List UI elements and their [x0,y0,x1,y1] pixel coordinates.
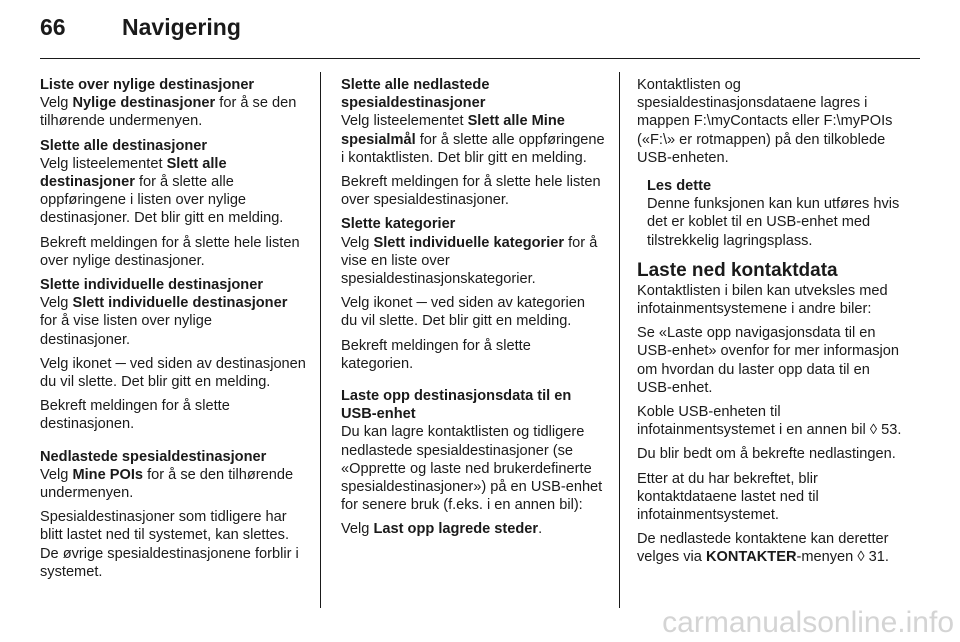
page-title: Navigering [122,14,241,40]
section-heading: Slette alle destinasjoner [40,137,208,154]
paragraph: Bekreft meldingen for å slette destinasjonen. [40,398,230,433]
column-3 [637,76,905,573]
section-heading: Slette kategorier [341,216,456,233]
note-box [647,177,905,250]
paragraph: Spesialdestinasjoner som tidligere har blitt lastet ned til systemet, kan slettes. De øvrige spesialdestinasjonene forblir i systemet. [40,509,299,580]
paragraph: Velg Slett individuelle kategorier for å vise en liste over spesialdestinasjonskategorier. [341,234,598,288]
paragraph: Etter at du har bekreftet, blir kontaktdataene lastet ned til infotainmentsystemet. [637,470,819,524]
column-2 [341,76,605,545]
paragraph: Bekreft meldingen for å slette hele listen over nylige destinasjoner. [40,234,300,269]
paragraph: Velg Slett individuelle destinasjoner for å vise listen over nylige destinasjoner. [40,295,288,348]
section-heading: Liste over nylige destinasjoner [40,77,255,93]
paragraph: Velg listeelementet Slett alle destinasjoner for å slette alle oppføringene i listen over nylige destinasjoner. Det blir gitt en melding. [40,155,284,227]
column-divider-2 [619,72,620,608]
section-heading: Laste opp destinasjonsdata til en USB-enhet [341,388,572,423]
paragraph: Koble USB-enheten til infotainmentsystemet i en annen bil ◊ 53. [637,404,902,439]
paragraph: Velg Mine POIs for å se den tilhørende undermenyen. [40,466,294,502]
section-heading: Nedlastede spesialdestinasjoner [40,448,267,465]
section-heading-large: Laste ned kontaktdata [637,259,838,281]
watermark: carmanualsonline.info [662,606,954,639]
paragraph: Kontaktlisten og spesialdestinasjonsdataene lagres i mappen F:\myContacts eller F:\myPOIs («F:\» er rotmappen) på den tilkoblede USB-enheten. [637,77,893,166]
paragraph: Du blir bedt om å bekrefte nedlastingen. [637,446,896,463]
column-1 [40,76,306,587]
paragraph: De nedlastede kontaktene kan deretter velges via KONTAKTER-menyen ◊ 31. [637,531,889,566]
paragraph: Du kan lagre kontaktlisten og tidligere nedlastede spesialdestinasjoner (se «Opprette og laste ned brukerdefinerte spesialdestinasjoner») på en USB-enhet for senere bruk (f.eks. i en annen bil): [341,424,603,514]
paragraph: Velg Nylige destinasjoner for å se den tilhørende undermenyen. [40,95,297,130]
page-number: 66 [40,14,66,40]
paragraph: Se «Laste opp navigasjonsdata til en USB-enhet» ovenfor for mer informasjon om hvordan du laster opp data til en USB-enhet. [637,325,899,396]
section-heading: Slette individuelle destinasjoner [40,277,264,294]
section-heading: Slette alle nedlastede spesialdestinasjoner [341,77,490,112]
paragraph: Velg ikonet ─ ved siden av destinasjonen du vil slette. Det blir gitt en melding. [40,355,306,391]
paragraph: Velg Last opp lagrede steder. [341,521,543,538]
paragraph: Bekreft meldingen for å slette hele listen over spesialdestinasjoner. [341,174,601,209]
paragraph: Velg listeelementet Slett alle Mine spesialmål for å slette alle oppføringene i kontaktlisten. Det blir gitt en melding. [341,113,605,166]
paragraph: Velg ikonet ─ ved siden av kategorien du vil slette. Det blir gitt en melding. [341,295,585,330]
page-header [40,14,241,50]
column-divider-1 [320,72,321,608]
paragraph: Kontaktlisten i bilen kan utveksles med infotainmentsystemene i andre biler: [637,282,888,318]
note-title: Les dette [647,178,712,195]
note-text: Denne funksjonen kan kun utføres hvis det er koblet til en USB-enhet med tilstrekkelig lagringsplass. [647,196,900,249]
paragraph: Bekreft meldingen for å slette kategorien. [341,337,531,372]
header-rule [40,58,920,59]
